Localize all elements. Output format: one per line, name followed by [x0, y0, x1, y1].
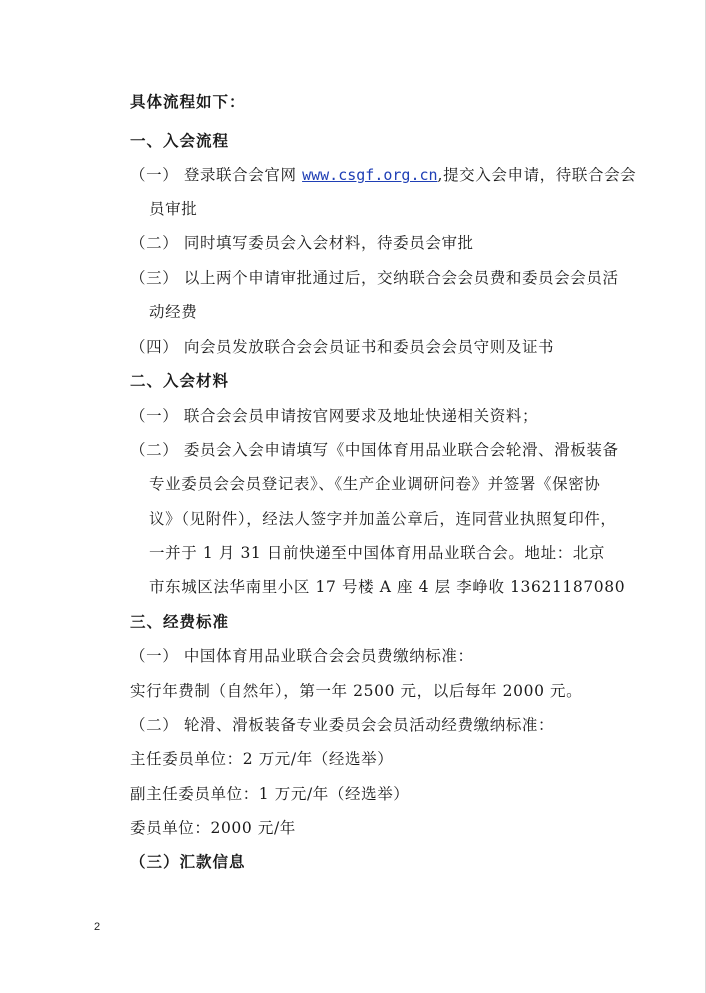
item-text: 委员会入会申请填写《中国体育用品业联合会轮滑、滑板装备	[183, 441, 619, 459]
fee-line-2: 实行年费制（自然年），第一年 2500 元，以后每年 2000 元。	[130, 682, 583, 700]
item-text: 向会员发放联合会会员证书和委员会会员守则及证书	[183, 338, 555, 356]
item-label: （四）	[130, 338, 179, 356]
section1-item-2	[130, 233, 474, 253]
intro-heading: 具体流程如下：	[130, 93, 246, 111]
fee-line-4: 主任委员单位：2 万元/年（经选举）	[130, 750, 394, 768]
section3-heading: 三、经费标准	[130, 613, 230, 631]
item-label: （一）	[130, 407, 179, 425]
fee-line-3: （二） 轮滑、滑板装备专业委员会会员活动经费缴纳标准：	[130, 716, 555, 734]
section2-item-2-cont-3: 一并于 1 月 31 日前快递至中国体育用品业联合会。地址：北京	[149, 544, 605, 562]
item-text-post: ,提交入会申请，待联合会会	[437, 166, 637, 184]
section1-item-3-cont: 动经费	[149, 303, 198, 321]
fee-line-6: 委员单位：2000 元/年	[130, 819, 296, 837]
page-number: 2	[94, 921, 101, 933]
item-label: （二）	[130, 234, 179, 252]
section1-item-1-cont: 员审批	[149, 200, 198, 218]
item-label: （二）	[130, 441, 179, 459]
item-text: 联合会会员申请按官网要求及地址快递相关资料；	[183, 407, 539, 425]
section2-item-1	[130, 406, 538, 426]
fee-line-1: （一） 中国体育用品业联合会会员费缴纳标准：	[130, 647, 474, 665]
item-label: （一）	[130, 166, 179, 184]
section1-item-4	[130, 337, 554, 357]
section1-item-3	[130, 268, 619, 288]
item-text: 以上两个申请审批通过后，交纳联合会会员费和委员会会员活	[183, 269, 619, 287]
section2-item-2-cont-1: 专业委员会会员登记表》、《生产企业调研问卷》并签署《保密协	[149, 475, 601, 493]
fee-line-5: 副主任委员单位：1 万元/年（经选举）	[130, 785, 410, 803]
item-text: 同时填写委员会入会材料，待委员会审批	[183, 234, 474, 252]
section2-heading: 二、入会材料	[130, 372, 230, 390]
item-text-pre: 登录联合会官网	[183, 166, 297, 184]
section2-item-2	[130, 440, 619, 460]
section2-item-2-cont-2: 议》（见附件），经法人签字并加盖公章后，连同营业执照复印件，	[149, 510, 617, 528]
section2-item-2-cont-4: 市东城区法华南里小区 17 号楼 A 座 4 层 李峥收 13621187080	[149, 578, 626, 596]
section1-item-1	[130, 165, 636, 185]
section1-heading: 一、入会流程	[130, 132, 230, 150]
website-link[interactable]: www.csgf.org.cn	[302, 166, 438, 184]
item-label: （三）	[130, 269, 179, 287]
remittance-heading: （三）汇款信息	[130, 853, 246, 871]
